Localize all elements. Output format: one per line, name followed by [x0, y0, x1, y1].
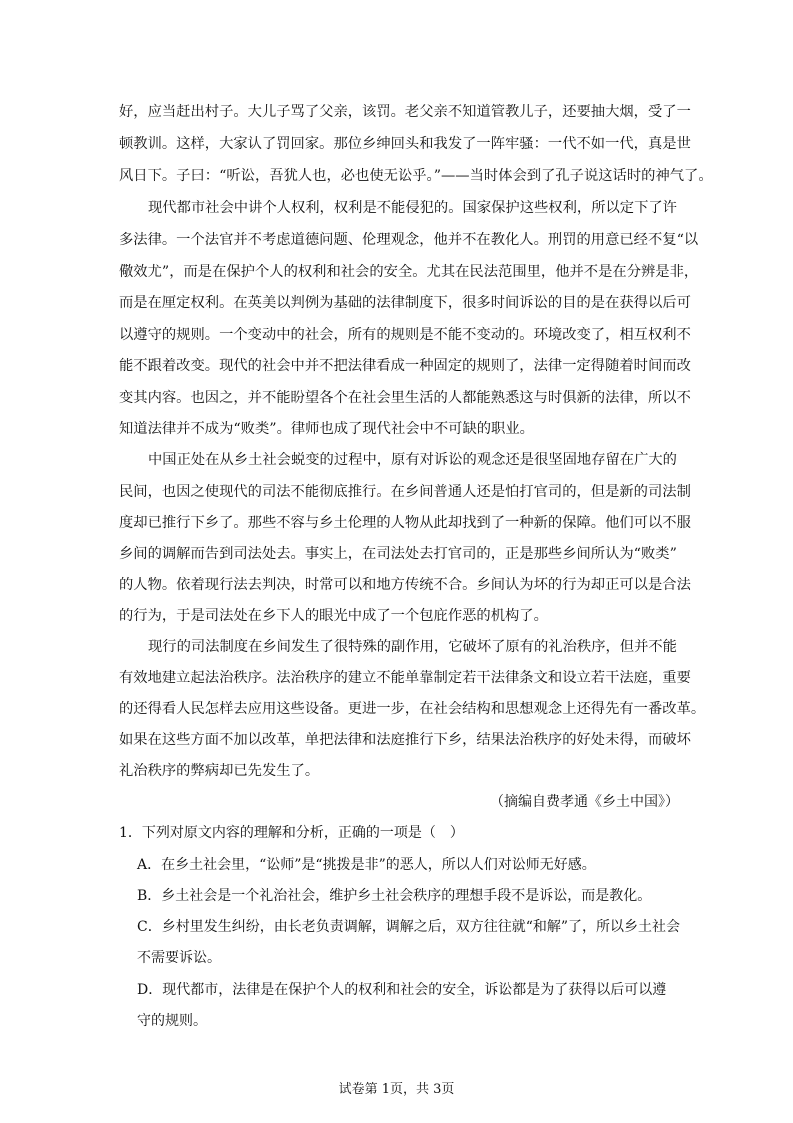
page-footer: 试卷第 1页，共 3页 [338, 1082, 455, 1097]
question-stem: 1．下列对原文内容的理解和分析，正确的一项是（ ） [119, 825, 464, 841]
passage-line: 好，应当赶出村子。大儿子骂了父亲，该罚。老父亲不知道管教儿子，还要抽大烟，受了一 [119, 104, 691, 120]
passage-line: 知道法律并不成为“败类”。律师也成了现代社会中不可缺的职业。 [119, 421, 534, 437]
passage-line: 风日下。子曰：“听讼，吾犹人也，必也使无讼乎。”——当时体会到了孔子说这话时的神气了。 [119, 168, 713, 184]
passage-line: 的行为，于是司法处在乡下人的眼光中成了一个包庇作恶的机构了。 [119, 608, 548, 624]
passage-line: 有效地建立起法治秩序。法治秩序的建立不能单靠制定若干法律条文和设立若干法庭，重要 [119, 670, 691, 686]
passage-line: 乡间的调解而告到司法处去。事实上，在司法处去打官司的，正是那些乡间所认为“败类” [119, 546, 677, 562]
passage-line: 的人物。依着现行法去判决，时常可以和地方传统不合。乡间认为坏的行为却正可以是合法 [119, 577, 691, 593]
passage-line: 顿教训。这样，大家认了罚回家。那位乡绅回头和我发了一阵牢骚：一代不如一代，真是世 [119, 136, 691, 152]
passage-line: 度却已推行下乡了。那些不容与乡土伦理的人物从此却找到了一种新的保障。他们可以不服 [119, 515, 691, 531]
passage-line: 如果在这些方面不加以改革，单把法律和法庭推行下乡，结果法治秩序的好处未得，而破坏 [119, 732, 691, 748]
passage-line: 儆效尤”，而是在保护个人的权利和社会的安全。尤其在民法范围里，他并不是在分辨是非， [119, 264, 699, 280]
source-citation: （摘编自费孝通《乡土中国》） [490, 794, 679, 810]
passage-line: 的还得看人民怎样去应用这些设备。更进一步，在社会结构和思想观念上还得先有一番改革。 [119, 701, 706, 717]
passage-line: 多法律。一个法官并不考虑道德问题、伦理观念，他并不在教化人。刑罚的用意已经不复“以 [119, 232, 699, 248]
passage-line: 中国正处在从乡土社会蜕变的过程中，原有对诉讼的观念还是很坚固地存留在广大的 [148, 452, 677, 468]
option-c: C．乡村里发生纠纷，由长老负责调解，调解之后，双方往往就“和解”了，所以乡土社会 [137, 919, 681, 935]
option-b: B．乡土社会是一个礼治社会，维护乡土社会秩序的理想手段不是诉讼，而是教化。 [137, 888, 652, 904]
passage-line: 而是在厘定权利。在英美以判例为基础的法律制度下，很多时间诉讼的目的是在获得以后可 [119, 295, 691, 311]
option-d-continued: 守的规则。 [137, 1013, 207, 1029]
option-a: A．在乡土社会里，“讼师”是“挑拨是非”的恶人，所以人们对讼师无好感。 [137, 857, 596, 873]
passage-line: 以遵守的规则。一个变动中的社会，所有的规则是不能不变动的。环境改变了，相互权利不 [119, 327, 691, 343]
option-d: D．现代都市，法律是在保护个人的权利和社会的安全，诉讼都是为了获得以后可以遵 [137, 982, 667, 998]
passage-line: 现代都市社会中讲个人权利，权利是不能侵犯的。国家保护这些权利，所以定下了许 [148, 200, 677, 216]
passage-line: 变其内容。也因之，并不能盼望各个在社会里生活的人都能熟悉这与时俱新的法律，所以不 [119, 390, 691, 406]
passage-line: 礼治秩序的弊病却已先发生了。 [119, 763, 320, 779]
option-c-continued: 不需要诉讼。 [137, 950, 221, 966]
passage-line: 现行的司法制度在乡间发生了很特殊的副作用，它破坏了原有的礼治秩序，但并不能 [148, 639, 677, 655]
passage-line: 能不跟着改变。现代的社会中并不把法律看成一种固定的规则了，法律一定得随着时间而改 [119, 358, 691, 374]
passage-line: 民间，也因之使现代的司法不能彻底推行。在乡间普通人还是怕打官司的，但是新的司法制 [119, 484, 691, 500]
